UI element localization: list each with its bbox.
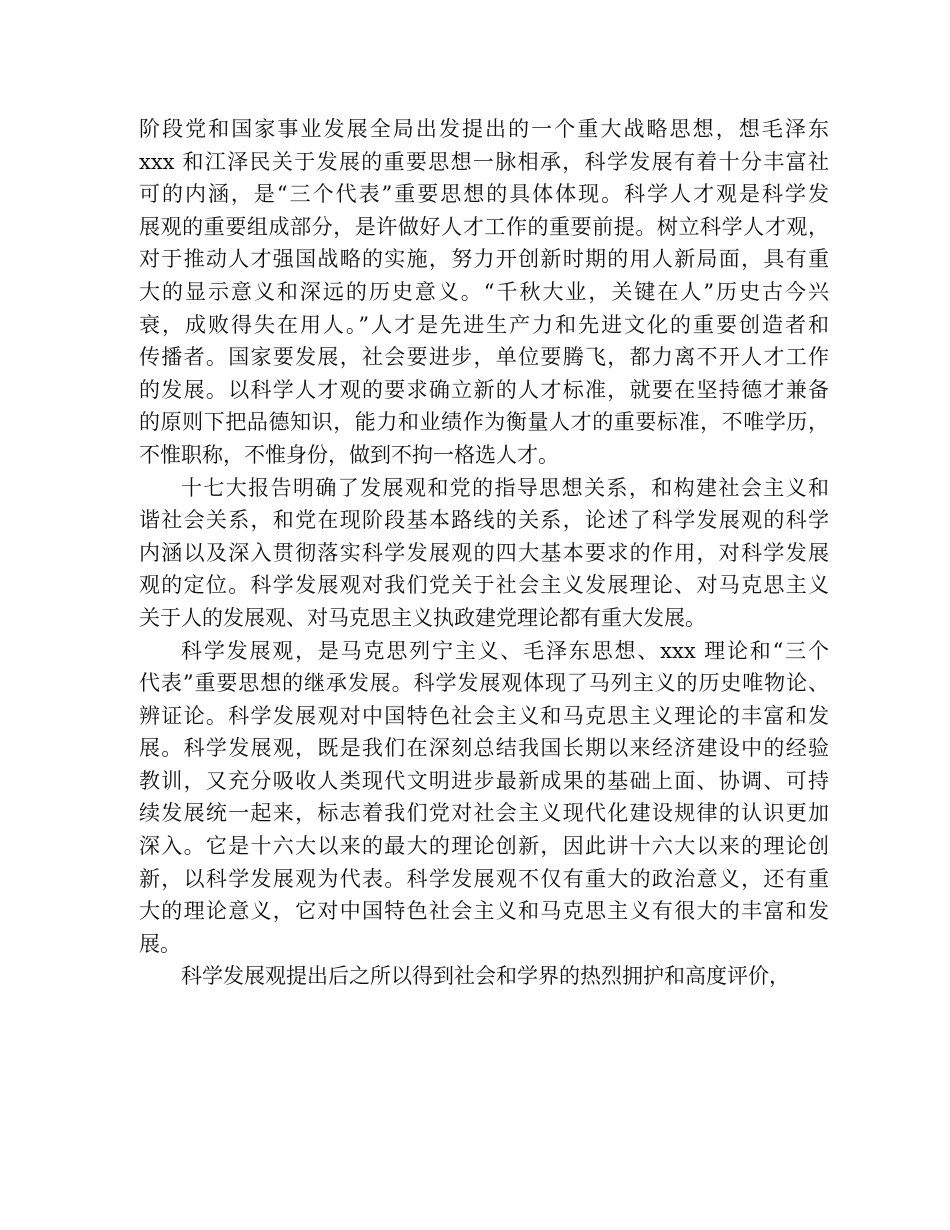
text-line: 展。 (139, 931, 181, 956)
text-line: 阶段党和国家事业发展全局出发提出的一个重大战略思想，想毛泽东 (139, 117, 829, 141)
text-line: 代表”重要思想的继承发展。科学发展观体现了马列主义的历史唯物论、 (139, 671, 829, 696)
text-line: 科学发展观，是马克思列宁主义、毛泽东思想、xxx 理论和“三个 (181, 638, 829, 663)
text-line: 科学发展观提出后之所以得到社会和学界的热烈拥护和高度评价， (181, 964, 790, 989)
text-line: 传播者。国家要发展，社会要进步，单位要腾飞，都力离不开人才工作 (139, 345, 829, 370)
text-line: 内涵以及深入贯彻落实科学发展观的四大基本要求的作用，对科学发展 (139, 540, 829, 565)
paragraph (139, 635, 829, 961)
document-body (139, 113, 829, 993)
text-line: 教训，又充分吸收人类现代文明进步最新成果的基础上面、协调、可持 (139, 768, 829, 793)
paragraph (139, 472, 829, 635)
text-line: 展观的重要组成部分，是许做好人才工作的重要前提。树立科学人才观， (139, 214, 829, 239)
text-line: 的发展。以科学人才观的要求确立新的人才标准，就要在坚持德才兼备 (139, 377, 829, 402)
text-line: 关于人的发展观、对马克思主义执政建党理论都有重大发展。 (139, 605, 706, 630)
text-line: 观的定位。科学发展观对我们党关于社会主义发展理论、对马克思主义 (139, 573, 829, 598)
text-line: 对于推动人才强国战略的实施，努力开创新时期的用人新局面，具有重 (139, 247, 829, 272)
text-line: 展。科学发展观，既是我们在深刻总结我国长期以来经济建设中的经验 (139, 736, 829, 761)
paragraph (139, 960, 829, 993)
text-line: 可的内涵，是“三个代表”重要思想的具体体现。科学人才观是科学发 (139, 182, 829, 207)
text-line: 的原则下把品德知识，能力和业绩作为衡量人才的重要标准，不唯学历， (139, 410, 829, 435)
text-line: 大的显示意义和深远的历史意义。“千秋大业，关键在人”历史古今兴 (139, 279, 829, 304)
text-line: 谐社会关系，和党在现阶段基本路线的关系，论述了科学发展观的科学 (139, 508, 829, 533)
paragraph (139, 113, 829, 472)
text-line: 十七大报告明确了发展观和党的指导思想关系，和构建社会主义和 (181, 475, 829, 500)
text-line: 大的理论意义，它对中国特色社会主义和马克思主义有很大的丰富和发 (139, 899, 829, 924)
text-line: 不惟职称，不惟身份，做到不拘一格选人才。 (139, 442, 559, 467)
text-line: 续发展统一起来，标志着我们党对社会主义现代化建设规律的认识更加 (139, 801, 829, 826)
text-line: 辨证论。科学发展观对中国特色社会主义和马克思主义理论的丰富和发 (139, 703, 829, 728)
text-line: 新，以科学发展观为代表。科学发展观不仅有重大的政治意义，还有重 (139, 866, 829, 891)
text-line: 深入。它是十六大以来的最大的理论创新，因此讲十六大以来的理论创 (139, 834, 829, 859)
text-line: 衰，成败得失在用人。”人才是先进生产力和先进文化的重要创造者和 (139, 312, 829, 337)
text-line: xxx 和江泽民关于发展的重要思想一脉相承，科学发展有着十分丰富社 (139, 149, 829, 174)
